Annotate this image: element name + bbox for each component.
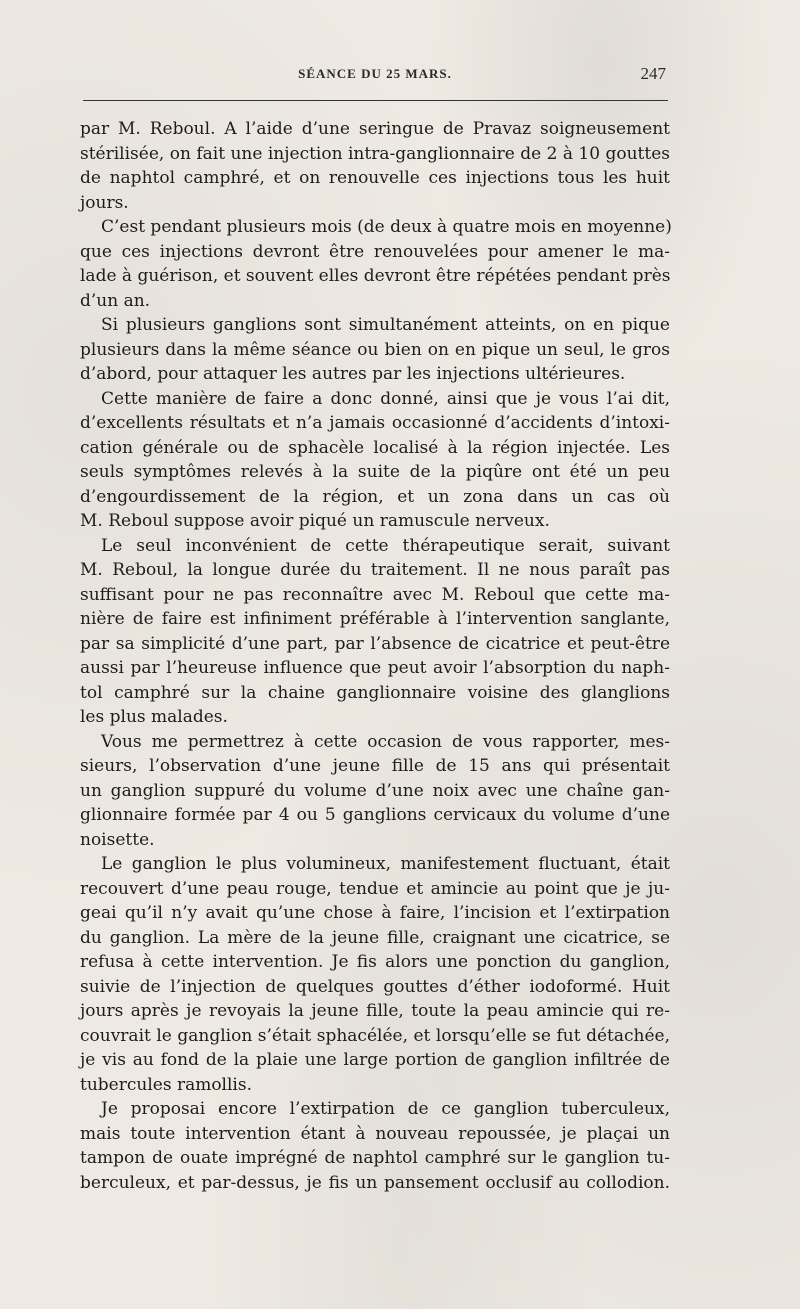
text-line: tubercules ramollis.: [80, 1074, 253, 1095]
text-line: mais toute intervention étant à nouveau repoussée, je plaçai un: [80, 1123, 670, 1144]
text-line: tol camphré sur la chaine ganglionnaire voisine des glanglions: [80, 682, 670, 703]
text-line: glionnaire formée par 4 ou 5 ganglions cervicaux du volume d’une: [80, 805, 670, 825]
text-line: d’excellents résultats et n’a jamais occasionné d’accidents d’intoxi-: [80, 413, 670, 433]
text-line: que ces injections devront être renouvelées pour amener le ma-: [80, 241, 670, 262]
text-line: un ganglion suppuré du volume d’une noix avec une chaîne gan-: [80, 780, 670, 801]
text-line: seuls symptômes relevés à la suite de la piqûre ont été un peu: [80, 462, 670, 482]
text-line: suffisant pour ne pas reconnaître avec M. Reboul que cette ma-: [80, 584, 670, 605]
page-number: 247: [640, 64, 666, 83]
text-line: cation générale ou de sphacèle localisé à la région injectée. Les: [80, 437, 670, 458]
text-line: Vous me permettrez à cette occasion de vous rapporter, mes-: [101, 731, 670, 752]
text-line: jours.: [80, 192, 129, 213]
text-line: aussi par l’heureuse influence que peut avoir l’absorption du naph-: [80, 658, 670, 678]
text-line: Si plusieurs ganglions sont simultanément atteints, on en pique: [101, 315, 670, 335]
text-line: nière de faire est infiniment préférable à l’intervention sanglante,: [80, 609, 670, 629]
body-text: [80, 117, 670, 1195]
text-line: stérilisée, on fait une injection intra-ganglionnaire de 2 à 10 gouttes: [80, 143, 670, 164]
text-line: plusieurs dans la même séance ou bien on en pique un seul, le gros: [80, 339, 670, 360]
text-line: suivie de l’injection de quelques gouttes d’éther iodoformé. Huit: [80, 976, 670, 997]
text-line: du ganglion. La mère de la jeune fille, craignant une cicatrice, se: [80, 927, 670, 948]
text-line: refusa à cette intervention. Je fis alors une ponction du ganglion,: [80, 952, 670, 972]
text-line: noisette.: [80, 829, 155, 850]
text-line: sieurs, l’observation d’une jeune fille de 15 ans qui présentait: [80, 756, 670, 776]
text-line: d’abord, pour attaquer les autres par les injections ultérieures.: [80, 364, 626, 384]
text-line: par sa simplicité d’une part, par l’absence de cicatrice et peut-être: [80, 633, 670, 654]
text-line: d’engourdissement de la région, et un zona dans un cas où: [80, 486, 670, 507]
text-line: jours après je revoyais la jeune fille, toute la peau amincie qui re-: [80, 1001, 670, 1021]
text-line: C’est pendant plusieurs mois (de deux à quatre mois en moyenne): [101, 217, 672, 237]
text-line: Le ganglion le plus volumineux, manifestement fluctuant, était: [101, 854, 670, 874]
text-line: d’un an.: [80, 290, 151, 311]
text-line: Je proposai encore l’extirpation de ce ganglion tuberculeux,: [101, 1099, 670, 1119]
text-line: lade à guérison, et souvent elles devront être répétées pendant près: [80, 266, 671, 286]
text-line: berculeux, et par-dessus, je fis un pansement occlusif au collodion.: [80, 1172, 670, 1193]
text-line: geai qu’il n’y avait qu’une chose à faire, l’incision et l’extirpation: [80, 903, 670, 923]
text-line: M. Reboul suppose avoir piqué un ramuscule nerveux.: [80, 511, 550, 531]
text-line: les plus malades.: [80, 707, 228, 727]
text-line: je vis au fond de la plaie une large portion de ganglion infiltrée de: [80, 1050, 670, 1070]
text-line: M. Reboul, la longue durée du traitement. Il ne nous paraît pas: [80, 560, 670, 580]
header-rule: [83, 100, 668, 101]
text-line: Cette manière de faire a donc donné, ainsi que je vous l’ai dit,: [101, 388, 670, 409]
running-title: SÉANCE DU 25 MARS.: [298, 66, 452, 81]
text-line: par M. Reboul. A l’aide d’une seringue de Pravaz soigneusement: [80, 119, 670, 139]
text-line: de naphtol camphré, et on renouvelle ces injections tous les huit: [80, 168, 670, 188]
text-line: recouvert d’une peau rouge, tendue et amincie au point que je ju-: [80, 878, 670, 899]
text-line: tampon de ouate imprégné de naphtol camphré sur le ganglion tu-: [80, 1148, 670, 1168]
text-line: couvrait le ganglion s’était sphacélée, et lorsqu’elle se fut détachée,: [80, 1025, 670, 1046]
text-line: Le seul inconvénient de cette thérapeutique serait, suivant: [101, 535, 670, 556]
page-header: [80, 66, 670, 86]
